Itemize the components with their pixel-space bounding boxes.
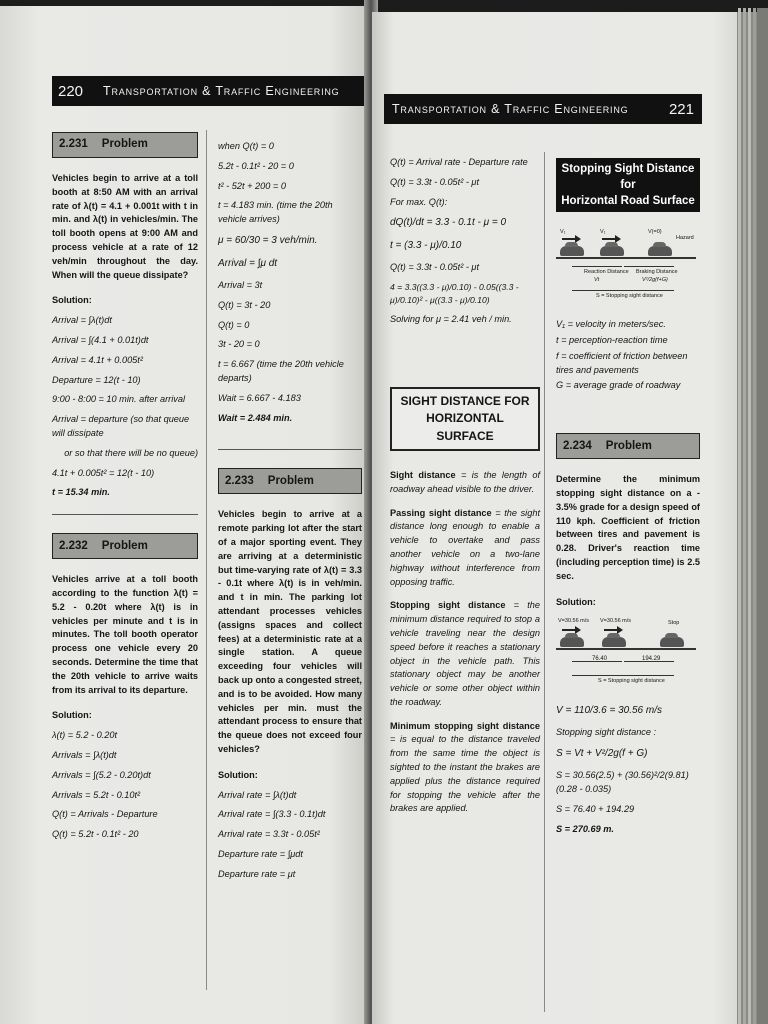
equation-line: Q(t) = 3t - 20 bbox=[218, 299, 271, 310]
problem-2232-text: Vehicles arrive at a toll booth according to the function λ(t) = 5.2 - 0.20t where λ(t) is in vehicles per minute and t is in minutes. The toll booth operator process one vehicle every 20 seconds. Determine the time that the 20th vehicle to arrive waits from its arrival to its departure. bbox=[52, 574, 198, 695]
equation-line: t = (3.3 - μ)/0.10 bbox=[390, 240, 462, 252]
definition-stopping-sight-distance: Stopping sight distance = the minimum distance required to stop a vehicle traveling near the design speed before it reaches a stationary object in the vehicle path. This stationary object may be another vehicle or some other object within the roadway. bbox=[390, 600, 540, 707]
solution-label: Solution: bbox=[556, 596, 596, 607]
equation-line: Arrivals = ∫λ(t)dt bbox=[52, 749, 117, 760]
problem-2234-figure bbox=[556, 615, 696, 691]
sight-distance-section-title: SIGHT DISTANCE FOR HORIZONTAL SURFACE bbox=[390, 387, 540, 451]
equation-line: Arrival rate = 3.3t - 0.05t² bbox=[218, 829, 320, 840]
car-icon bbox=[602, 637, 626, 647]
problem-2234-text: Determine the minimum stopping sight distance on a - 3.5% grade for a design speed of 110 kph. Coefficient of friction between tires and pavement is 0.28. Driver's reaction time (including perception time) is 2.5 sec. bbox=[556, 474, 700, 581]
right-page-header bbox=[384, 94, 702, 124]
page-edge bbox=[748, 8, 751, 1024]
equation-line: Departure rate = μt bbox=[218, 868, 296, 879]
equation-line: Wait = 6.667 - 4.183 bbox=[218, 392, 301, 403]
equation-line: Departure = 12(t - 10) bbox=[52, 374, 141, 385]
equation-line: 9:00 - 8:00 = 10 min. after arrival bbox=[52, 394, 186, 405]
left-header-title: Transportation & Traffic Engineering bbox=[103, 84, 340, 98]
left-column-divider bbox=[206, 130, 207, 990]
car-icon bbox=[560, 246, 584, 256]
equation-line: 5.2t - 0.1t² - 20 = 0 bbox=[218, 160, 294, 171]
velocity-zero-label: V(=0) bbox=[648, 229, 662, 236]
car-icon bbox=[600, 246, 624, 256]
problem-2231-text: Vehicles begin to arrive at a toll booth at 8:50 AM with an arrival rate of λ(t) = 4.1 + 0.001t with t in min. and λ(t) in vehicles/min. The toll booth opens at 9:00 AM and process vehicle at a rate of 12 veh/min throughout the day. When will the queue dissipate? bbox=[52, 173, 198, 280]
dimension-line bbox=[572, 266, 622, 267]
page-edge bbox=[738, 8, 741, 1024]
equation-line: S = 30.56(2.5) + (30.56)²/2(9.81)(0.28 - 0.035) bbox=[556, 770, 689, 795]
equation-line: 3t - 20 = 0 bbox=[218, 339, 260, 350]
left-page-header bbox=[52, 76, 368, 106]
equation-line: Q(t) = 3.3t - 0.05t² - μt bbox=[390, 262, 480, 273]
hazard-label: Hazard bbox=[676, 235, 694, 242]
definition-sight-distance: Sight distance = is the length of roadway ahead visible to the driver. bbox=[390, 469, 540, 494]
page-edge bbox=[743, 8, 746, 1024]
equation-line: Arrival = 3t bbox=[218, 279, 263, 290]
answer-line: Solving for μ = 2.41 veh / min. bbox=[390, 313, 512, 324]
equation-line: Arrivals = 5.2t - 0.10t² bbox=[52, 789, 141, 800]
stopping-sight-figure bbox=[556, 222, 696, 308]
right-page bbox=[372, 12, 737, 1024]
stopping-sight-title: Stopping Sight Distance for Horizontal Road Surface bbox=[556, 158, 700, 212]
arrow-icon bbox=[604, 629, 620, 631]
equation-line: Arrival = 4.1t + 0.005t² bbox=[52, 354, 143, 365]
velocity-label: V=30.56 m/s bbox=[600, 618, 632, 625]
legend-item: t = perception-reaction time bbox=[556, 335, 668, 346]
equation-line: For max. Q(t): bbox=[390, 196, 448, 207]
right-column-divider bbox=[544, 152, 545, 1012]
problem-2233-text: Vehicles begin to arrive at a remote parking lot after the start of a major sporting event. They are arriving at a deterministic but time-varying rate of λ(t) = 3.3 - 0.1t where λ(t) is in veh/min. and t in min. The parking lot attendant processes vehicles (assigns spaces and collect fees) at a deterministic rate at a single station. A queue exceeding four vehicles will back up onto a congested street, and is to be avoided. How many vehicles per min. must the attendant process to ensure that the queue does not exceed four vehicles? bbox=[218, 509, 362, 754]
braking-distance-value: 194.29 bbox=[642, 656, 661, 663]
equation-line: t = 4.183 min. (time the 20th vehicle arrives) bbox=[218, 200, 333, 225]
equation-line: Q(t) = 3.3t - 0.05t² - μt bbox=[390, 176, 480, 187]
figure-caption: S = Stopping sight distance bbox=[598, 678, 665, 685]
legend-item: G = average grade of roadway bbox=[556, 380, 681, 391]
problem-2232-title: 2.232 Problem bbox=[52, 533, 198, 559]
vt-label: Vt bbox=[594, 277, 600, 284]
equation-line: dQ(t)/dt = 3.3 - 0.1t - μ = 0 bbox=[390, 217, 507, 229]
equation-line: Arrivals = ∫(5.2 - 0.20t)dt bbox=[52, 769, 151, 780]
equation-line: Arrival = ∫λ(t)dt bbox=[52, 315, 112, 326]
right-column-2 bbox=[556, 158, 700, 842]
equation-line: when Q(t) = 0 bbox=[218, 141, 274, 151]
equation-line: Q(t) = Arrivals - Departure bbox=[52, 809, 158, 820]
equation-line: Arrival = departure (so that queue will dissipate bbox=[52, 414, 190, 438]
right-page-number: 221 bbox=[668, 100, 694, 118]
figure-caption: S = Stopping sight distance bbox=[596, 293, 663, 300]
equation-line: Q(t) = 0 bbox=[218, 319, 250, 330]
car-icon bbox=[560, 637, 584, 647]
equation-line: μ = 60/30 = 3 veh/min. bbox=[218, 234, 318, 246]
road-line bbox=[556, 257, 696, 259]
dimension-line bbox=[624, 266, 674, 267]
left-page bbox=[0, 6, 370, 1024]
solution-label: Solution: bbox=[52, 295, 92, 306]
left-column-2 bbox=[218, 140, 362, 887]
braking-formula: V²/2g(f+G) bbox=[642, 277, 668, 284]
dimension-line bbox=[572, 290, 674, 291]
equation-line: Arrival = ∫(4.1 + 0.01t)dt bbox=[52, 334, 149, 345]
right-header-title: Transportation & Traffic Engineering bbox=[392, 102, 629, 116]
equation-line: Arrival rate = ∫(3.3 - 0.1t)dt bbox=[218, 809, 326, 820]
dimension-line bbox=[572, 675, 674, 676]
equation-line: Departure rate = ∫μdt bbox=[218, 848, 303, 859]
legend-item: V₁ = velocity in meters/sec. bbox=[556, 319, 666, 330]
equation-line: V = 110/3.6 = 30.56 m/s bbox=[556, 705, 662, 717]
problem-2233-title: 2.233 Problem bbox=[218, 468, 362, 494]
reaction-distance-value: 76.40 bbox=[592, 656, 608, 663]
velocity-label: V₁ bbox=[560, 229, 566, 236]
problem-2234-title: 2.234 Problem bbox=[556, 433, 700, 459]
legend-item: f = coefficient of friction between tires and pavements bbox=[556, 350, 688, 375]
equation-line: Arrival = ∫μ dt bbox=[218, 257, 278, 269]
reaction-distance-label: Reaction Distance bbox=[584, 269, 629, 276]
answer-line: S = 270.69 m. bbox=[556, 823, 614, 834]
car-icon bbox=[648, 246, 672, 256]
equation-line: or so that there will be no queue) bbox=[64, 447, 198, 458]
book-edge-shadow bbox=[757, 8, 768, 1024]
left-page-number: 220 bbox=[58, 82, 84, 100]
solution-label: Solution: bbox=[218, 769, 258, 780]
definition-minimum-stopping-sight-distance: Minimum stopping sight distance = is equal to the distance traveled from the same time the object is sighted to the instant the brakes are applied plus the distance required for stopping the vehicle after the brakes are applied. bbox=[390, 720, 540, 814]
braking-distance-label: Braking Distance bbox=[636, 269, 678, 276]
arrow-icon bbox=[562, 629, 578, 631]
equation-line: S = Vt + V²/2g(f + G) bbox=[556, 748, 648, 760]
equation-line: Stopping sight distance : bbox=[556, 727, 657, 738]
section-divider bbox=[218, 449, 362, 450]
equation-line: t = 6.667 (time the 20th vehicle departs) bbox=[218, 359, 344, 383]
road-line bbox=[556, 648, 696, 650]
right-column-1 bbox=[390, 156, 540, 826]
equation-line: Arrival rate = ∫λ(t)dt bbox=[218, 789, 297, 800]
solution-label: Solution: bbox=[52, 710, 92, 721]
answer-line: t = 15.34 min. bbox=[52, 487, 110, 498]
left-column-1 bbox=[52, 132, 198, 848]
equation-line: Q(t) = Arrival rate - Departure rate bbox=[390, 157, 528, 167]
arrow-icon bbox=[602, 238, 618, 240]
variable-legend bbox=[556, 318, 700, 393]
car-icon bbox=[660, 637, 684, 647]
equation-line: S = 76.40 + 194.29 bbox=[556, 803, 635, 814]
problem-2231-title: 2.231 Problem bbox=[52, 132, 198, 158]
definition-passing-sight-distance: Passing sight distance = the sight distance long enough to enable a vehicle to overtake and pass another vehicle on a two-lane highway without interference from opposing traffic. bbox=[390, 507, 540, 587]
velocity-label: V₁ bbox=[600, 229, 606, 236]
page-edge bbox=[753, 8, 756, 1024]
equation-line: Q(t) = 5.2t - 0.1t² - 20 bbox=[52, 829, 139, 840]
section-divider bbox=[52, 514, 198, 515]
equation-line: t² - 52t + 200 = 0 bbox=[218, 180, 286, 191]
answer-line: Wait = 2.484 min. bbox=[218, 412, 293, 423]
equation-line: λ(t) = 5.2 - 0.20t bbox=[52, 730, 118, 741]
arrow-icon bbox=[562, 238, 578, 240]
equation-line: 4 = 3.3((3.3 - μ)/0.10) - 0.05((3.3 - μ)/0.10)² - μ((3.3 - μ)/0.10) bbox=[390, 282, 519, 306]
stop-label: Stop bbox=[668, 620, 680, 627]
equation-line: 4.1t + 0.005t² = 12(t - 10) bbox=[52, 467, 155, 478]
velocity-label: V=30.56 m/s bbox=[558, 618, 590, 625]
